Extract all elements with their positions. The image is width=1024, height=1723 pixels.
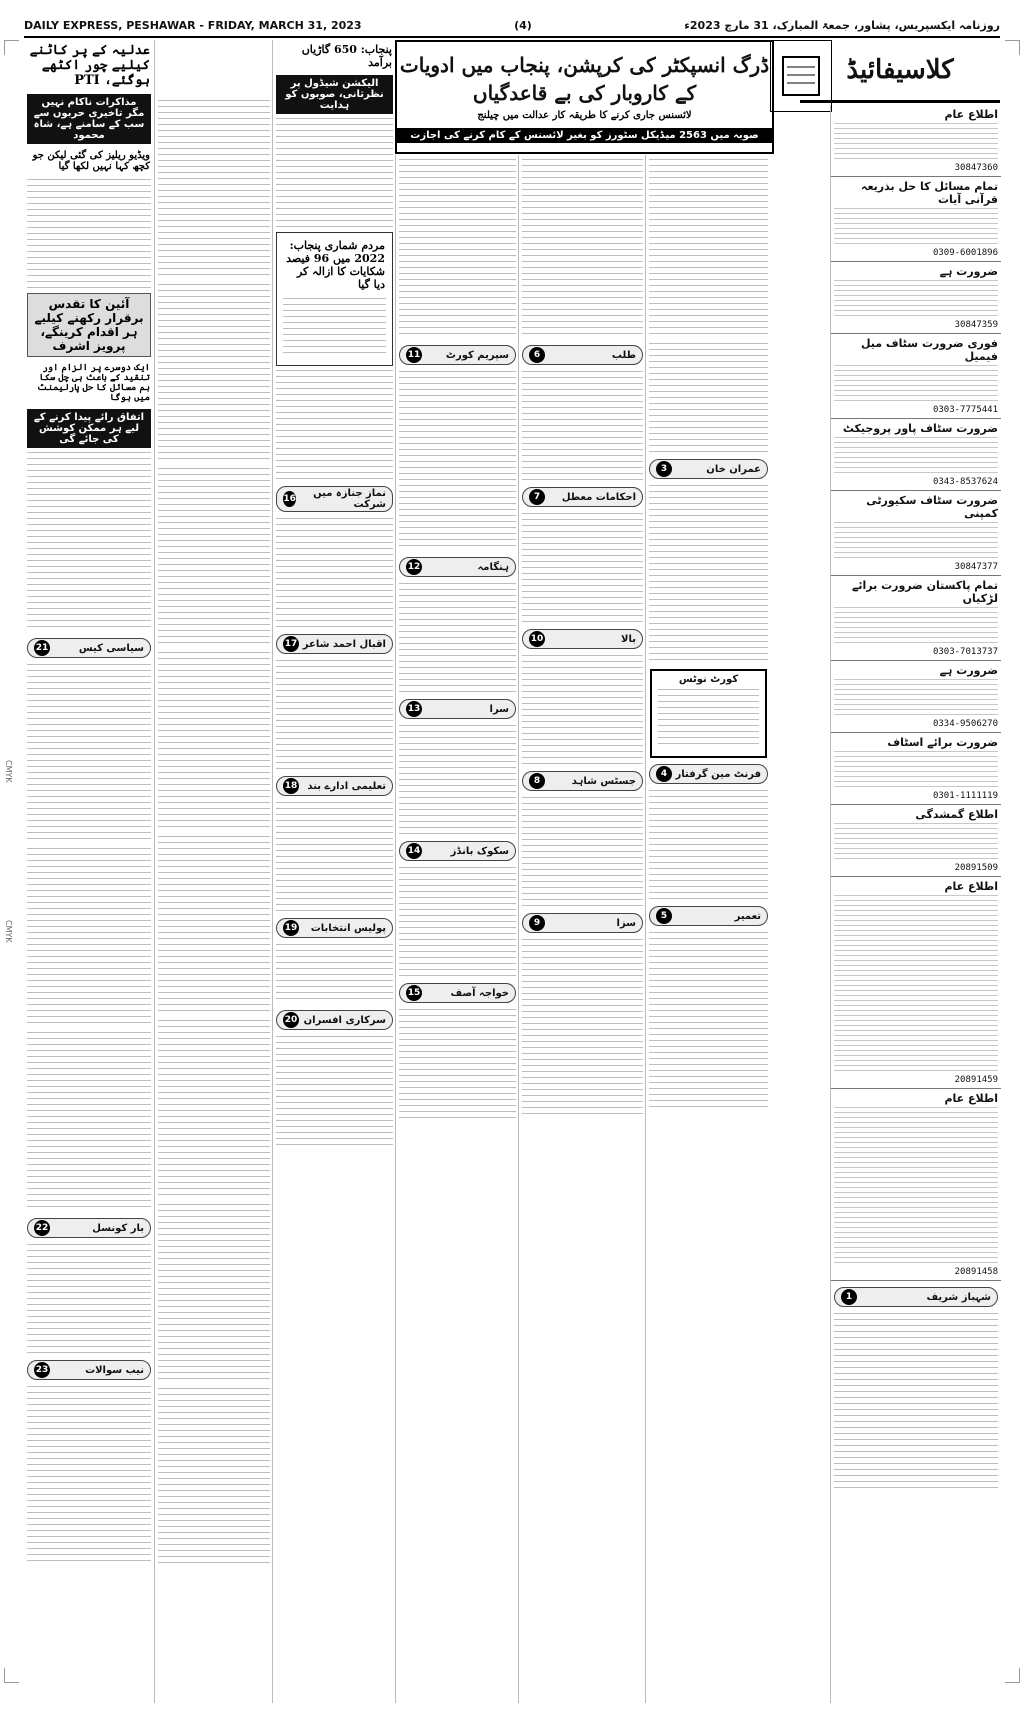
col2-box-head: مردم شماری پنجاب: 2022 میں 96 فیصد شکایات کا ازالہ کر دیا گیا	[286, 239, 385, 291]
col1-banner: آئین کا تقدس برقرار رکھنے کیلیے ہر اقدام کرینگے، پرویز اشرف	[27, 293, 151, 357]
section-tag: پولیس انتخابات 19	[276, 918, 393, 938]
section-tag: سرا 13	[399, 699, 516, 719]
article-text	[522, 513, 643, 623]
section-tag: تعمیر 5	[649, 906, 768, 926]
article-text	[276, 518, 393, 628]
section-tag: سکوک بانڈز 14	[399, 841, 516, 861]
article-text	[276, 1036, 393, 1146]
classified-ad: ضرورت ہے 0334-9506270	[831, 661, 1001, 733]
col1-headline: عدلیہ کے پر کاٹنے کیلیے چور اکٹھے ہوگئے، PTI	[29, 43, 150, 88]
section-tag: ہنگامہ 12	[399, 557, 516, 577]
classified-ad: اطلاع عام 20891458	[831, 1089, 1001, 1281]
classified-ad: اطلاع عام 20891459	[831, 877, 1001, 1089]
classified-ad: اطلاع عام 30847360	[831, 105, 1001, 177]
section-tag: جسٹس شاہد 8	[522, 771, 643, 791]
article-text	[27, 452, 151, 632]
section-tag: سرکاری افسران 20	[276, 1010, 393, 1030]
article-text	[276, 802, 393, 912]
article-text	[522, 655, 643, 765]
article-text	[27, 848, 151, 1028]
masthead	[24, 14, 1000, 38]
section-tag: عمران خان 3	[649, 459, 768, 479]
article-text	[649, 343, 768, 453]
section-tag: اقبال احمد شاعر 17	[276, 634, 393, 654]
article-text	[649, 932, 768, 1112]
classified-ad: فوری ضرورت سٹاف میل فیمیل 0303-7775441	[831, 334, 1001, 419]
column-1b	[154, 40, 273, 1703]
col2-headline: پنجاب: 650 گاڑیاں برآمد	[301, 43, 392, 69]
lead-subhead: لائسنس جاری کرنے کا طریقہ کار عدالت میں چیلنج	[477, 110, 692, 121]
classified-ad: ضرورت ہے 30847359	[831, 262, 1001, 334]
section-tag: طلب 6	[522, 345, 643, 365]
article-text	[276, 118, 393, 228]
lead-story-headline	[395, 40, 774, 154]
article-text	[158, 652, 270, 832]
column-4	[518, 155, 646, 1703]
section-tag: سزا 9	[522, 913, 643, 933]
article-text	[522, 939, 643, 1119]
section-tag: فرنٹ مین گرفتار 4	[649, 764, 768, 784]
registration-mark: CMYK	[4, 760, 13, 783]
masthead-left: DAILY EXPRESS, PESHAWAR - FRIDAY, MARCH 31, 2023	[24, 18, 362, 32]
registration-mark: CMYK	[4, 920, 13, 943]
col2-box	[276, 232, 393, 366]
classified-ad: ضرورت سٹاف سکیورٹی کمپنی 30847377	[831, 491, 1001, 576]
article-text	[399, 725, 516, 835]
article-text	[158, 1020, 270, 1200]
section-tag: نیب سوالات 23	[27, 1360, 151, 1380]
column-2	[272, 40, 396, 1703]
section-tag: تعلیمی ادارے بند 18	[276, 776, 393, 796]
section-tag: سیاسی کیس 21	[27, 638, 151, 658]
article-text	[27, 1386, 151, 1566]
article-text	[522, 159, 643, 339]
classified-column	[830, 105, 1001, 1703]
article-text	[158, 284, 270, 464]
section-tag: بالا 10	[522, 629, 643, 649]
section-tag: احکامات معطل 7	[522, 487, 643, 507]
article-text	[522, 797, 643, 907]
column-5	[645, 155, 771, 1703]
article-text	[649, 790, 768, 900]
column-1	[24, 40, 154, 1703]
crop-mark	[4, 1668, 19, 1683]
article-text	[658, 689, 759, 749]
article-text	[158, 836, 270, 1016]
lead-headline: ڈرگ انسپکٹر کی کرپشن، پنجاب میں ادویات کے کاروبار کی بے قاعدگیاں	[399, 53, 770, 105]
article-text	[158, 468, 270, 648]
lead-banner: صوبہ میں 2563 میڈیکل سٹورز کو بغیر لائسنس کے کام کرنے کی اجازت	[397, 128, 772, 143]
classified-ad: تمام پاکستان ضرورت برائے لڑکیاں 0303-7013737	[831, 576, 1001, 661]
crop-mark	[4, 40, 19, 55]
section-tag: شہباز شریف 1	[834, 1287, 998, 1307]
article-text	[27, 1032, 151, 1212]
section-tag: خواجہ آصف 15	[399, 983, 516, 1003]
article-text	[27, 664, 151, 844]
col1-banner3: اتفاق رائے پیدا کرنے کے لیے ہر ممکن کوشش کی جائے گی	[27, 409, 151, 448]
article-text	[276, 660, 393, 770]
article-text	[158, 100, 270, 280]
crop-mark	[1005, 40, 1020, 55]
classified-ad: ضرورت برائے اسٹاف 0301-1111119	[831, 733, 1001, 805]
article-text	[649, 485, 768, 665]
classified-ad: تمام مسائل کا حل بذریعہ قرآنی آیات 0309-6001896	[831, 177, 1001, 262]
classified-ad: ضرورت سٹاف پاور پروجیکٹ 0343-8537624	[831, 419, 1001, 491]
article-text	[649, 159, 768, 339]
article-text	[399, 1009, 516, 1119]
col1-banner2: ایک دوسرے پر الزام اور تنقید کے باعث ہی چل سکا ہم مسائل کا حل پارلیمنٹ میں ہوگا	[37, 363, 150, 403]
article-text	[399, 583, 516, 693]
article-text	[522, 371, 643, 481]
article-text	[276, 370, 393, 480]
article-text	[27, 1244, 151, 1354]
article-text	[276, 944, 393, 1004]
classified-ad: اطلاع گمشدگی 20891509	[831, 805, 1001, 877]
section-tag: بار کونسل 22	[27, 1218, 151, 1238]
article-text	[399, 867, 516, 977]
article-text	[158, 1388, 270, 1568]
section-tag: نماز جنازہ میں شرکت 16	[276, 486, 393, 512]
court-notice: کورٹ نوٹس	[650, 669, 767, 758]
article-text	[27, 179, 151, 289]
classified-title: کلاسیفائیڈ	[800, 40, 1000, 103]
page-number: (4)	[514, 18, 532, 32]
article-text	[834, 1313, 998, 1493]
column-3	[395, 155, 519, 1703]
col2-banner: الیکشن شیڈول پر نظرثانی، صوبوں کو ہدایت	[276, 75, 393, 114]
crop-mark	[1005, 1668, 1020, 1683]
section-tag: سپریم کورٹ 11	[399, 345, 516, 365]
article-text	[399, 159, 516, 339]
article-text	[399, 371, 516, 551]
masthead-right: روزنامہ ایکسپریس، پشاور، جمعۃ المبارک، 31 مارچ 2023ء	[684, 18, 1000, 32]
article-text	[283, 298, 386, 358]
col1-subhead: مذاکرات ناکام نہیں مگر تاخیری حربوں سے سب کے سامنے ہے، شاہ محمود	[27, 94, 151, 144]
col1-subhead2: ویڈیو ریلیز کی گئی لیکن جو کچھ کہا نہیں لکھا گیا	[32, 150, 150, 172]
article-text	[158, 1204, 270, 1384]
